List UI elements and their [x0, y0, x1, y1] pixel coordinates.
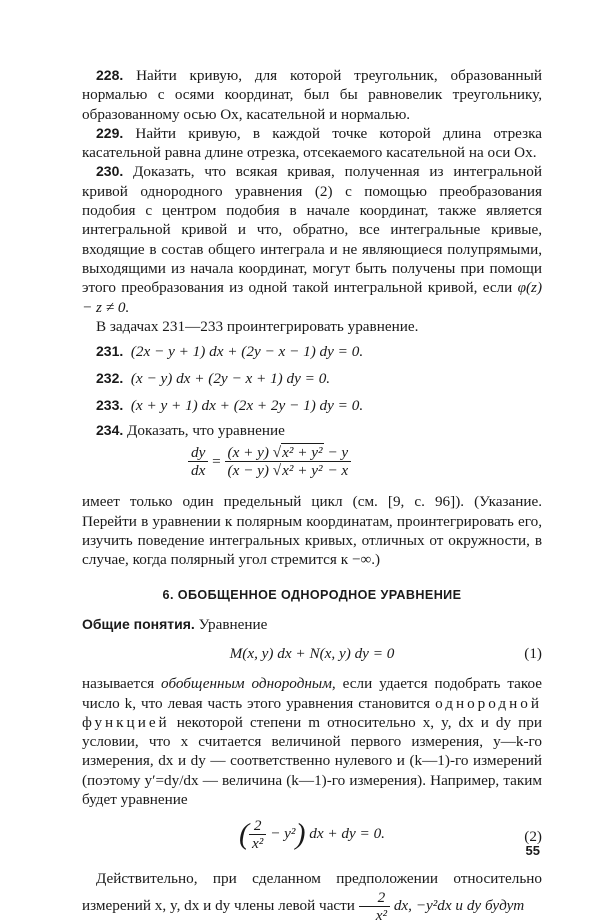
- problem-232: [82, 366, 542, 390]
- problem-233: [82, 393, 542, 417]
- closing-denominator: x²: [359, 906, 390, 924]
- rhs-den-factor: (x − y): [227, 462, 269, 480]
- rhs-numerator: (x + y) √x² + y² − y: [227, 444, 349, 462]
- equation-2-tag: (2): [524, 828, 542, 846]
- problem-condition: φ(z) − z ≠ 0.: [82, 279, 543, 316]
- problem-text: Найти кривую, в каждой точке которой длина отрезка касательной равна длине отрезка, отсекаемого касательной на оси Ox.: [82, 124, 542, 162]
- problem-number: 232.: [96, 370, 124, 387]
- def-text-b: если удается подобрать такое число k, что левая часть этого уравнения становится: [82, 675, 543, 712]
- equation: (2x − y + 1) dx + (2y − x − 1) dy = 0.: [130, 343, 364, 361]
- problem-number: 230.: [96, 163, 124, 180]
- closing-paragraph: [82, 869, 542, 923]
- problem-number: 229.: [96, 124, 124, 141]
- equation-1: [82, 640, 542, 670]
- equation-1-tag: (1): [524, 645, 542, 663]
- def-term: обобщенным однородным,: [161, 675, 336, 693]
- intro-231-233: В задачах 231—233 проинтегрировать уравнение.: [96, 317, 419, 335]
- def-text-c: некоторой степени m относительно x, y, dx и dy при условии, что x считается величиной первого измерения, y—k-го измерения, dx и dy — соответственно нулевого и (k—1)-го измерений (поэтому y′=dy/dx — величина (k—1)-го измерения). Например, таким будет уравнение: [82, 713, 542, 809]
- problem-number: 234.: [96, 422, 124, 439]
- equation: (x − y) dx + (2y − x + 1) dy = 0.: [130, 370, 331, 388]
- rhs-num-radicand: x² + y²: [282, 444, 323, 462]
- rhs-num-term: − y: [327, 444, 349, 462]
- general-concepts: [82, 615, 542, 634]
- problem-number: 231.: [96, 343, 124, 360]
- lhs-numerator: dy: [191, 444, 206, 462]
- problem-230: [82, 162, 542, 316]
- problem-text: Доказать, что всякая кривая, полученная из интегральной кривой однородного уравнения (2) с помощью преобразования подобия с центром подобия в начале координат, также является интегральной кривой и что, обратно, все интегральные кривые, входящие в состав общего интеграла и не являющиеся полупрямыми, выходящими из начала координат, могут быть получены при помощи этого преобразования из одной такой интегральной кривой, если: [82, 163, 543, 297]
- rhs-den-term: − x: [327, 462, 349, 480]
- eq2-numerator: 2: [253, 817, 262, 835]
- closing-fraction: [359, 889, 390, 924]
- lhs-fraction: [188, 444, 208, 479]
- rhs-num-factor: (x + y): [227, 444, 269, 462]
- problem-text: Доказать, что уравнение: [127, 422, 285, 440]
- equation-2-body: ( $\frac{2}{\text{x²}}$ − y²) dx + dy = 0.: [239, 817, 385, 853]
- rhs-den-radicand: x² + y²: [282, 462, 323, 480]
- section-title: 6. ОБОБЩЕННОЕ ОДНОРОДНОЕ УРАВНЕНИЕ: [162, 587, 462, 602]
- closing-tail: dx, −y²dx и dy будут: [393, 896, 525, 914]
- lead-text: Уравнение: [198, 615, 268, 633]
- definition-paragraph: [82, 674, 542, 809]
- rhs-fraction: [225, 444, 352, 479]
- equation-2: [82, 813, 542, 863]
- problem-234: [82, 421, 542, 440]
- equation-234: $\frac{dy}{dx}$ = $\frac{\text{(x + y) √x² + y² − y}}{\text{(x − y) √x² + y² − x}}$: [82, 444, 542, 490]
- closing-text: Действительно, при сделанном предположении относительно измерений x, y, dx и dy члены левой части: [82, 870, 542, 914]
- page-content: [82, 66, 542, 924]
- closing-numerator: 2: [377, 888, 386, 906]
- subheading: Общие понятия.: [82, 615, 195, 632]
- eq2-rest: dx + dy = 0.: [309, 825, 385, 843]
- page-number: 55: [525, 843, 540, 858]
- def-spaced-term: однородной функцией: [82, 694, 542, 731]
- eq2-term: − y²: [270, 825, 296, 843]
- def-text-a: называется: [82, 675, 155, 693]
- problem-number: 233.: [96, 397, 124, 414]
- problem-229: [82, 124, 542, 163]
- problem-number: 228.: [96, 67, 124, 83]
- eq2-fraction: [249, 817, 266, 852]
- lhs-denominator: dx: [188, 461, 208, 479]
- problem-228: [82, 66, 542, 124]
- rhs-denominator: (x − y) √x² + y² − x: [225, 461, 352, 479]
- equation: (x + y + 1) dx + (2x + 2y − 1) dy = 0.: [130, 397, 364, 415]
- eq2-denominator: x²: [249, 834, 266, 852]
- problem-text: Найти кривую, для которой треугольник, образованный нормалью с осями координат, был бы равновелик треугольнику, образованному осью Ox, касательной и нормалью.: [82, 67, 542, 123]
- problem-231: [82, 339, 542, 363]
- equation-1-body: M(x, y) dx + N(x, y) dy = 0: [229, 645, 395, 663]
- problem-234-continuation: имеет только один предельный цикл (см. [9, с. 96]). (Указание. Перейти в уравнении к полярным координатам, проинтегрировать его, изучить поведение интегральных кривых, отличных от окружности, в случае, когда полярный угол стремится к −∞.): [82, 493, 542, 569]
